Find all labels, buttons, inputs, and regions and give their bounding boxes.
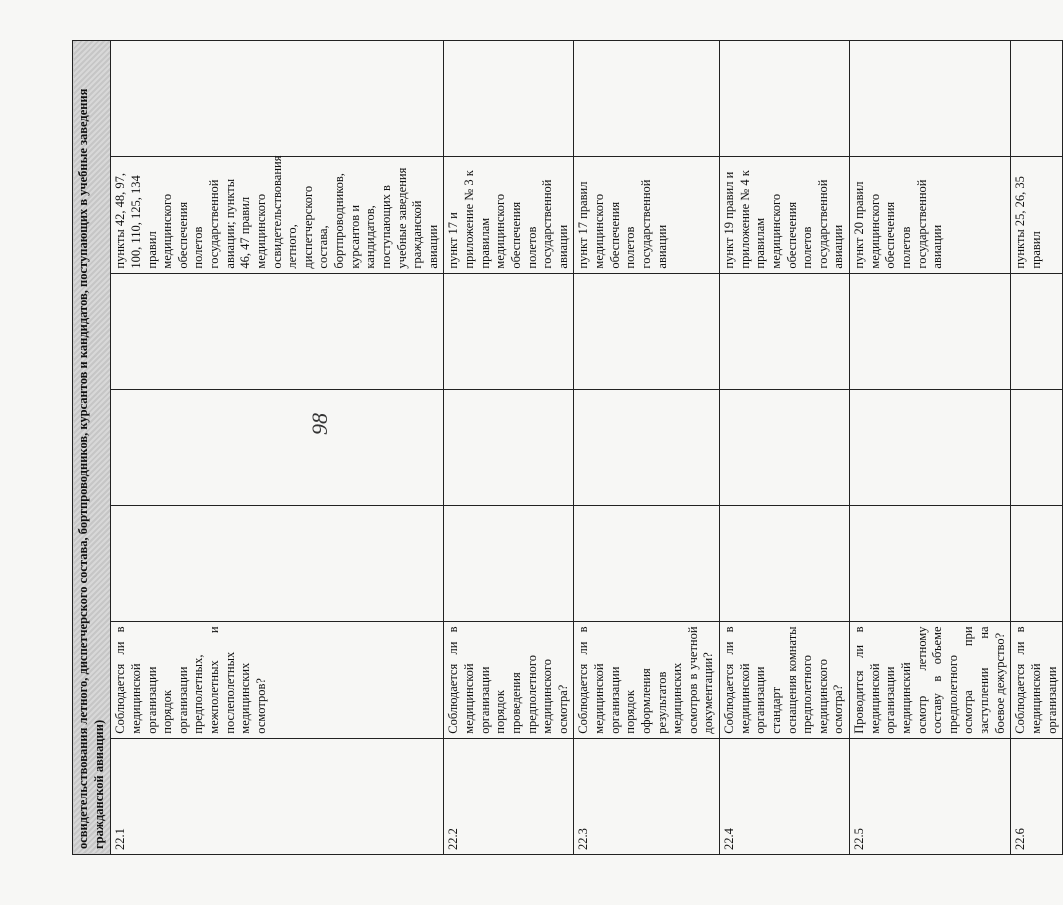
answer-cell-no xyxy=(1011,389,1063,505)
section-header: освидетельствования летного, диспетчерского состава, бортпроводников, курсантов и кандидатов, поступающих в учебные заведения гражданской авиации) xyxy=(73,41,111,855)
table-row xyxy=(574,41,720,855)
row-number: 22.4 xyxy=(720,738,850,854)
table-row xyxy=(850,41,1011,855)
answer-cell-na xyxy=(111,273,444,389)
row-number: 22.6 xyxy=(1011,738,1063,854)
row-number: 22.2 xyxy=(444,738,574,854)
table-row xyxy=(720,41,850,855)
table-row xyxy=(1011,41,1063,855)
row-reference: пункт 17 правил медицинского обеспечения полетов государственной авиации xyxy=(574,157,720,273)
row-question: Соблюдается ли в медицинской организации порядок оформления результатов медицинских осмотров в учетной документации? xyxy=(574,622,720,738)
notes-cell xyxy=(850,41,1011,157)
table-row xyxy=(111,41,444,855)
notes-cell xyxy=(720,41,850,157)
checklist-sheet xyxy=(72,40,1059,855)
row-number: 22.1 xyxy=(111,738,444,854)
answer-cell-yes xyxy=(1011,506,1063,622)
row-question: Соблюдается ли в медицинской организации порядок проведения предполетного медицинского осмотра? xyxy=(444,622,574,738)
row-reference: пункты 42, 48, 97, 100, 110, 125, 134 правил медицинского обеспечения полетов государственной авиации; пункты 46, 47 правил медицинского освидетельствования летного, диспетчерского состава, бортпроводников, курсантов и кандидатов, поступающих в учебные заведения гражданской авиации xyxy=(111,157,444,273)
answer-cell-yes xyxy=(720,506,850,622)
answer-cell-na xyxy=(1011,273,1063,389)
answer-cell-no xyxy=(111,389,444,505)
answer-cell-no xyxy=(574,389,720,505)
answer-cell-yes xyxy=(111,506,444,622)
answer-cell-no xyxy=(444,389,574,505)
answer-cell-na xyxy=(574,273,720,389)
row-reference: пункт 17 и приложение № 3 к правилам медицинского обеспечения полетов государственной авиации xyxy=(444,157,574,273)
row-reference: пункт 20 правил медицинского обеспечения полетов государственной авиации xyxy=(850,157,1011,273)
checklist-table xyxy=(72,40,1063,855)
notes-cell xyxy=(574,41,720,157)
answer-cell-na xyxy=(850,273,1011,389)
notes-cell xyxy=(111,41,444,157)
answer-cell-na xyxy=(720,273,850,389)
answer-cell-no xyxy=(850,389,1011,505)
row-number: 22.5 xyxy=(850,738,1011,854)
answer-cell-yes xyxy=(444,506,574,622)
answer-cell-yes xyxy=(850,506,1011,622)
answer-cell-yes xyxy=(574,506,720,622)
row-reference: пункты 25, 26, 35 правил xyxy=(1011,157,1063,273)
row-number: 22.3 xyxy=(574,738,720,854)
row-question: Соблюдается ли в медицинской организации порядок организации предполетных, межполетных и послеполетных медицинских осмотров? xyxy=(111,622,444,738)
notes-cell xyxy=(444,41,574,157)
row-question: Соблюдается ли в медицинской организации стандарт оснащения комнаты предполетного медицинского осмотра? xyxy=(720,622,850,738)
notes-cell xyxy=(1011,41,1063,157)
section-header-row xyxy=(73,41,111,855)
row-reference: пункт 19 правил и приложение № 4 к правилам медицинского обеспечения полетов государственной авиации xyxy=(720,157,850,273)
row-question: Проводится ли в медицинской организации медицинский осмотр летному составу в объеме предполетного осмотра при заступлении на боевое дежурство? xyxy=(850,622,1011,738)
answer-cell-na xyxy=(444,273,574,389)
row-question: Соблюдается ли в медицинской организации xyxy=(1011,622,1063,738)
page-number: 98 xyxy=(307,413,332,435)
answer-cell-no xyxy=(720,389,850,505)
table-row xyxy=(444,41,574,855)
